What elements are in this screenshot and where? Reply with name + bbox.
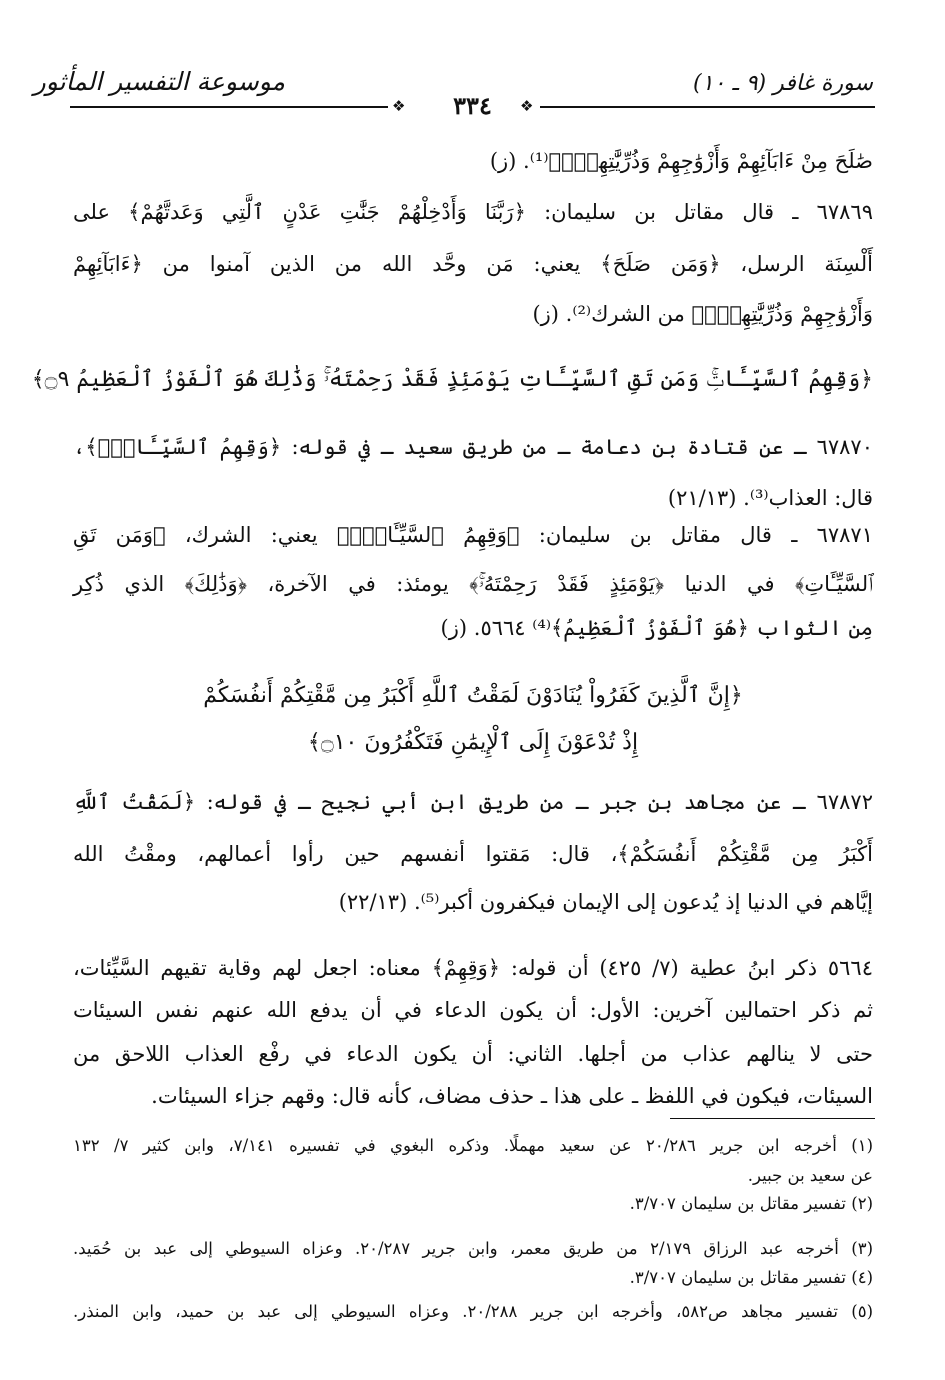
footnote: (٣) أخرجه عبد الرزاق ٢/١٧٩ من طريق معمر، وابن جرير ٢٠/٢٨٧. وعزاه السيوطي إلى عبد بن حُمَيد. [73,1239,873,1258]
commentary-line: ٥٦٦٤ ذكر ابنُ عطية (٧/ ٤٢٥) أن قوله: ﴿وَقِهِمْ﴾ معناه: اجعل لهم وقاية تقيهم السَّيِّئات، [73,956,873,980]
verse-heading: ﴿وَقِهِمُ ٱلسَّيِّـَٔاتِۚ وَمَن تَقِ ٱلسَّيِّـَٔاتِ يَوْمَئِذٍ فَقَدْ رَحِمْتَهُۥۚ وَذَٰلِكَ هُوَ ٱلْفَوْزُ ٱلْعَظِيمُ ۝٩﴾ [31,367,873,392]
text-line: أَلْسِنَة الرسل، ﴿وَمَن صَلَحَ﴾ يعني: مَن وحَّد الله من الذين آمنوا من ﴿ءَابَآئِهِمْ [73,252,873,276]
text-line: صَٰلَحَ مِنْ ءَابَآئِهِمْ وَأَزْوَٰجِهِمْ وَذُرِّيَّٰتِهِمْۚ﴾⁽¹⁾. (ز) [489,149,873,173]
commentary-line: حتى لا ينالهم عذاب من أجلها. الثاني: أن يكون الدعاء في رفْع العذاب اللاحق من [73,1042,873,1066]
footnote: عن سعيد بن جبير. [747,1166,873,1185]
page-number: ٣٣٤ [453,91,492,120]
header-rule-right [540,106,875,108]
text-line: إيَّاهم في الدنيا إذ يُدعون إلى الإيمان فيكفرون أكبر⁽⁵⁾. (٢٢/١٣) [338,890,873,914]
text-line: ٦٧٨٦٩ ـ قال مقاتل بن سليمان: ﴿رَبَّنَا وَأَدْخِلْهُمْ جَنَّٰتِ عَدْنٍ ٱلَّتِي وَعَدتَّهُمْ﴾ على [73,200,873,224]
book-title: موسوعة التفسير المأثور [33,67,285,96]
text-line: ٱلسَّيِّـَٔاتِ﴾ في الدنيا ﴿يَوْمَئِذٍ فَقَدْ رَحِمْتَهُۥۚ﴾ يومئذ: في الآخرة، ﴿وَذَٰلِكَ﴾ الذي ذُكِر [73,572,873,596]
text-line: ٦٧٨٧٠ ـ عن قتادة بن دعامة ـ من طريق سعيد ـ في قوله: ﴿وَقِهِمُ ٱلسَّيِّـَٔاتِۚ﴾، [73,435,873,459]
footnote: (٥) تفسير مجاهد ص٥٨٢، وأخرجه ابن جرير ٢٠/٢٨٨. وعزاه السيوطي إلى عبد بن حميد، وابن المنذر. [73,1302,873,1321]
footnote: (٤) تفسير مقاتل بن سليمان ٣/٧٠٧. [629,1268,873,1287]
text-line: أَكْبَرُ مِن مَّقْتِكُمْ أَنفُسَكُمْ﴾، قال: مَقتوا أنفسهم حين رأوا أعمالهم، ومقْتُ الله [73,842,873,866]
ornament-icon: ❖ [392,97,406,115]
footnote-rule [670,1118,875,1119]
surah-title: سورة غافر (٩ ـ ١٠) [693,71,873,96]
footnote: (١) أخرجه ابن جرير ٢٠/٢٨٦ عن سعيد مهملًا. وذكره البغوي في تفسيره ٧/١٤١، وابن كثير ٧/ ١٣٢ [73,1136,873,1155]
verse-heading: إِذْ تُدْعَوْنَ إِلَى ٱلْإِيمَٰنِ فَتَكْفُرُونَ ۝١٠﴾ [307,730,639,755]
ornament-icon: ❖ [520,97,534,115]
commentary-line: ثم ذكر احتمالين آخرين: الأول: أن يكون الدعاء في أن يدفع الله عنهم نفس السيئات [73,998,873,1022]
text-line: ٦٧٨٧٢ ـ عن مجاهد بن جبر ـ من طريق ابن أبي نجيح ـ في قوله: ﴿لَمَقْتُ ٱللَّهِ [73,790,873,814]
text-line: مِن الثواب ﴿هُوَ ٱلْفَوْزُ ٱلْعَظِيمُ﴾⁽⁴⁾ ٥٦٦٤. (ز) [440,616,873,640]
text-line: قال: العذاب⁽³⁾. (٢١/١٣) [667,486,873,510]
verse-heading: ﴿إِنَّ ٱلَّذِينَ كَفَرُواْ يُنَادَوْنَ لَمَقْتُ ٱللَّهِ أَكْبَرُ مِن مَّقْتِكُمْ أَنفُسَكُمْ [203,683,743,708]
footnote: (٢) تفسير مقاتل بن سليمان ٣/٧٠٧. [629,1194,873,1213]
commentary-line: السيئات، فيكون في اللفظ ـ على هذا ـ حذف مضاف، كأنه قال: وقهم جزاء السيئات. [151,1084,873,1108]
text-line: وَأَزْوَٰجِهِمْ وَذُرِّيَّٰتِهِمْۚ﴾ من الشرك⁽²⁾. (ز) [532,302,873,326]
text-line: ٦٧٨٧١ ـ قال مقاتل بن سليمان: ﴿وَقِهِمُ ٱلسَّيِّـَٔاتِۚ﴾ يعني: الشرك، ﴿وَمَن تَقِ [73,523,873,547]
